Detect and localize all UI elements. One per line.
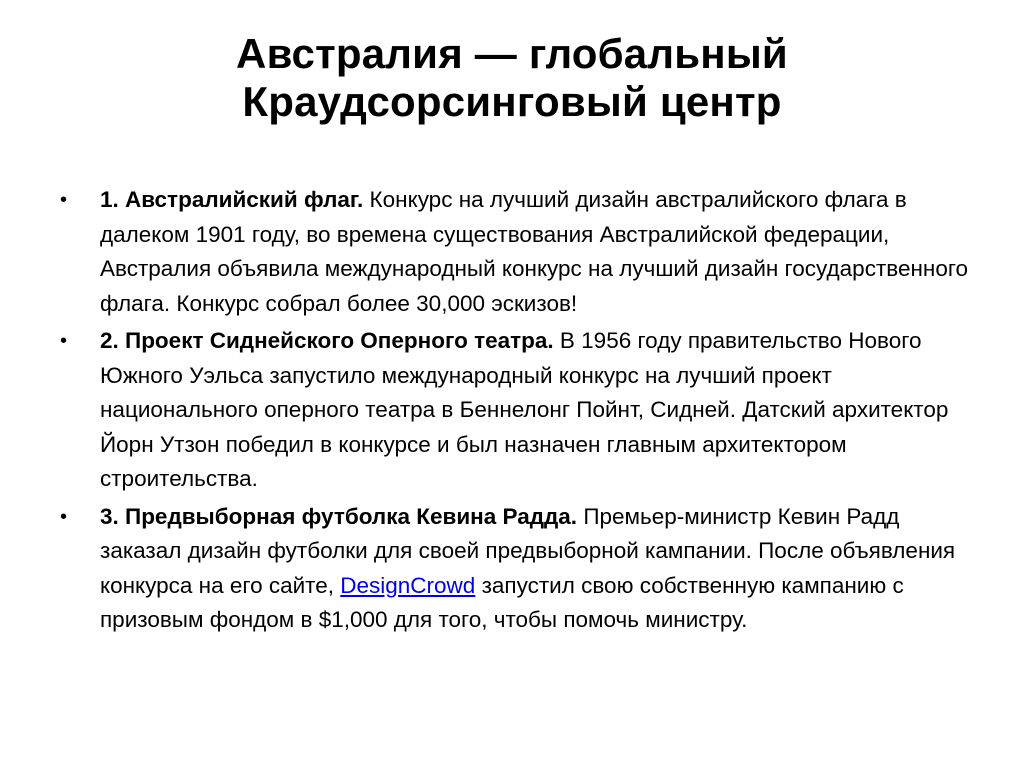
slide-title xyxy=(60,30,964,126)
title-line-2: Краудсорсинговый центр xyxy=(242,78,782,126)
item-text: В 1956 году правительство Нового Южного Уэльса запустило международный конкурс на лучший проект национального оперного театра в Беннелонг Пойнт, Сидней. Датский архитектор Йорн Утзон победил в конкурсе и был назначен главным архитектором строительства. xyxy=(100,328,949,491)
item-text-before-link: Премьер-министр Кевин Радд заказал дизайн футболки для своей предвыборной кампании. После объявления конкурса на его сайте, xyxy=(100,503,956,598)
item-heading: 1. Австралийский флаг. xyxy=(100,187,364,212)
item-text: Конкурс на лучший дизайн австралийского флага в далеком 1901 году, во времена существования Австралийской федерации, Австралия объявила международный конкурс на лучший дизайн государственного флага. Конкурс собрал более 30,000 эскизов! xyxy=(100,187,969,316)
bullet-icon: • xyxy=(60,330,68,352)
bullet-item-sydney-opera xyxy=(60,324,980,497)
item-text-after-link: запустил свою собственную кампанию с призовым фондом в $1,000 для того, чтобы помочь министру. xyxy=(100,572,904,632)
designcrowd-link[interactable]: DesignCrowd xyxy=(340,572,476,598)
bullet-item-australian-flag xyxy=(60,183,980,321)
title-line-1: Австралия — глобальный xyxy=(236,30,788,78)
bullet-icon: • xyxy=(60,505,68,528)
item-heading: 3. Предвыборная футболка Кевина Радда. xyxy=(100,503,578,529)
bullet-list xyxy=(60,183,980,641)
item-heading: 2. Проект Сиднейского Оперного театра. xyxy=(100,328,554,353)
bullet-item-rudd-tshirt xyxy=(60,500,980,638)
bullet-icon: • xyxy=(60,189,68,211)
